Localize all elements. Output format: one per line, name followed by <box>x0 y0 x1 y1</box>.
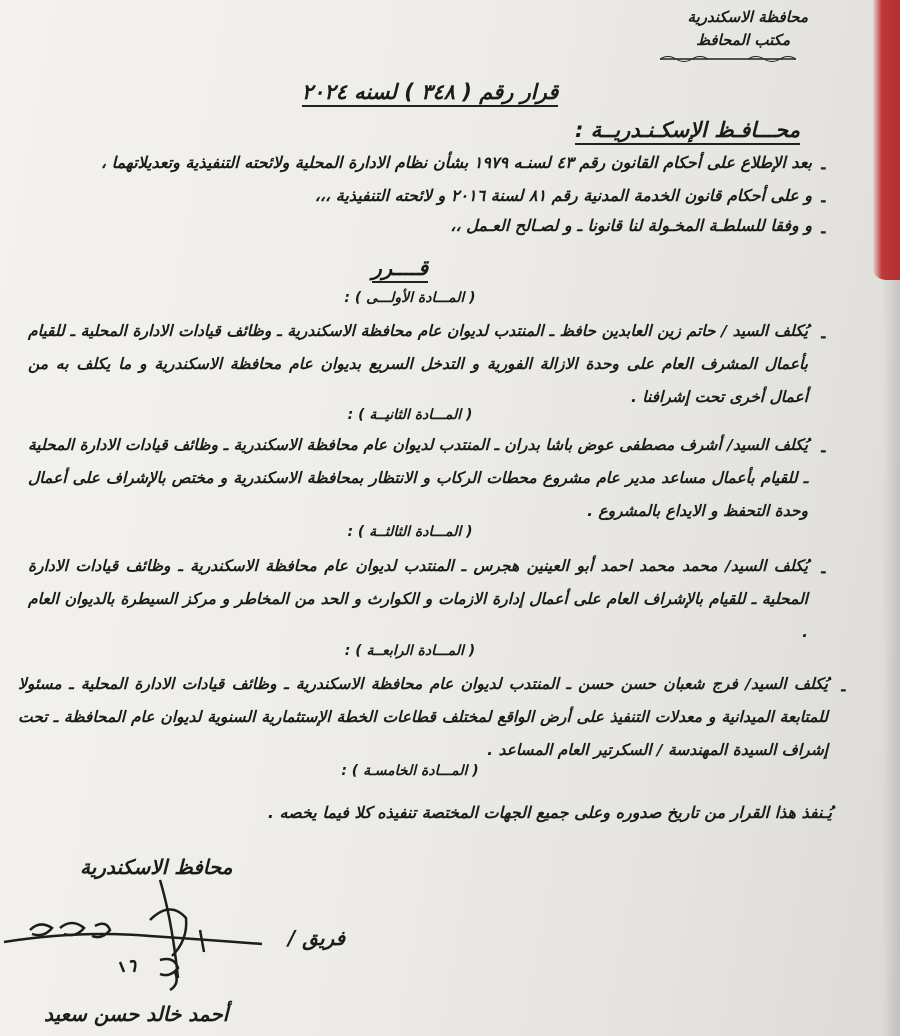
signature-role: محافظ الاسكندرية <box>80 855 233 879</box>
handwritten-signature <box>0 860 320 1000</box>
decides-text: قــــرر <box>372 256 428 283</box>
issuer-line <box>575 118 800 142</box>
page-shadow <box>882 280 900 1036</box>
red-folder-edge <box>872 0 900 280</box>
preamble-line-2: و على أحكام قانون الخدمة المدنية رقم ٨١ لسنة ٢٠١٦ و لائحته التنفيذية ،،، <box>314 186 812 205</box>
header-office: مكتب المحافظ <box>696 31 790 49</box>
decision-title <box>270 80 590 104</box>
bullet: - <box>820 441 827 460</box>
article-text: يُكلف السيد / حاتم زين العابدين حافظ ـ المنتدب لديوان عام محافظة الاسكندرية ـ وظائف قيادات الادارة المحلية ـ للقيام بأعمال المشرف العام على وحدة الازالة الفورية و التدخل السريع بديوان عام محافظة الاسكندرية و ما يكلف به من أعمال أخرى تحت إشرافنا . <box>28 322 808 406</box>
header-governorate: محافظة الاسكندرية <box>687 8 808 26</box>
bullet: - <box>820 327 827 346</box>
article-text: يُكلف السيد/ محمد محمد احمد أبو العينين هجرس ـ المنتدب لديوان عام محافظة الاسكندرية ـ وظائف قيادات الادارة المحلية ـ للقيام بالإشراف العام على أعمال إدارة الازمات و الكوارث و الحد من المخاطر و مركز السيطرة بالديوان العام . <box>28 557 808 641</box>
article-heading: ( المـــادة الأولـــى ) : <box>344 290 476 306</box>
article-text: يُكلف السيد/ فرج شعبان حسن حسن ـ المنتدب لديوان عام محافظة الاسكندرية ـ وظائف قيادات الادارة المحلية ـ مسئولا للمتابعة الميدانية و معدلات التنفيذ على أرض الواقع لمختلف قطاعات الخطة الإستثمارية السنوية لديوان عام المحافظة ـ تحت إشراف السيدة المهندسة / السكرتير العام المساعد . <box>18 675 828 759</box>
signature-name: أحمد خالد حسن سعيد <box>44 1002 229 1026</box>
article-heading: ( المـــادة الثانيــة ) : <box>347 407 473 423</box>
decides-label <box>300 256 500 280</box>
article-heading: ( المـــادة الخامسـة ) : <box>341 763 479 779</box>
bullet: - <box>820 562 827 581</box>
bullet: - <box>820 191 827 210</box>
bullet: - <box>820 158 827 177</box>
bullet: - <box>840 680 847 699</box>
header-flourish <box>658 52 798 66</box>
article-heading: ( المـــادة الرابعــة ) : <box>344 643 476 659</box>
preamble-line-3: و وفقا للسلطـة المخـولة لنا قانونا ـ و لصـالح العـمل ،، <box>450 216 812 235</box>
article-heading: ( المـــادة الثالثــة ) : <box>347 524 473 540</box>
article-text: يُكلف السيد/ أشرف مصطفى عوض باشا بدران ـ المنتدب لديوان عام محافظة الاسكندرية ـ وظائف قيادات الادارة المحلية ـ للقيام بأعمال مساعد مدير عام مشروع محطات الركاب و الانتظار بمحافظة الاسكندرية و مختص بالإشراف على أعمال وحدة التحفظ و الايداع بالمشروع . <box>28 436 808 520</box>
bullet: - <box>820 222 827 241</box>
issuer-text: محـــافـظ الإسكـنـدريــة : <box>575 118 800 145</box>
decision-title-text: قرار رقم ( ٣٤٨ ) لسنه ٢٠٢٤ <box>302 80 559 107</box>
article-text: يُـنفذ هذا القرار من تاريخ صدوره وعلى جميع الجهات المختصة تنفيذه كلا فيما يخصه . <box>267 803 832 822</box>
preamble-line-1: بعد الإطلاع على أحكام القانون رقم ٤٣ لسنـه ١٩٧٩ بشأن نظام الادارة المحلية ولائحته التنفيذية وتعديلاتهما ، <box>100 153 812 172</box>
signature-rank: فريق / <box>288 926 346 950</box>
